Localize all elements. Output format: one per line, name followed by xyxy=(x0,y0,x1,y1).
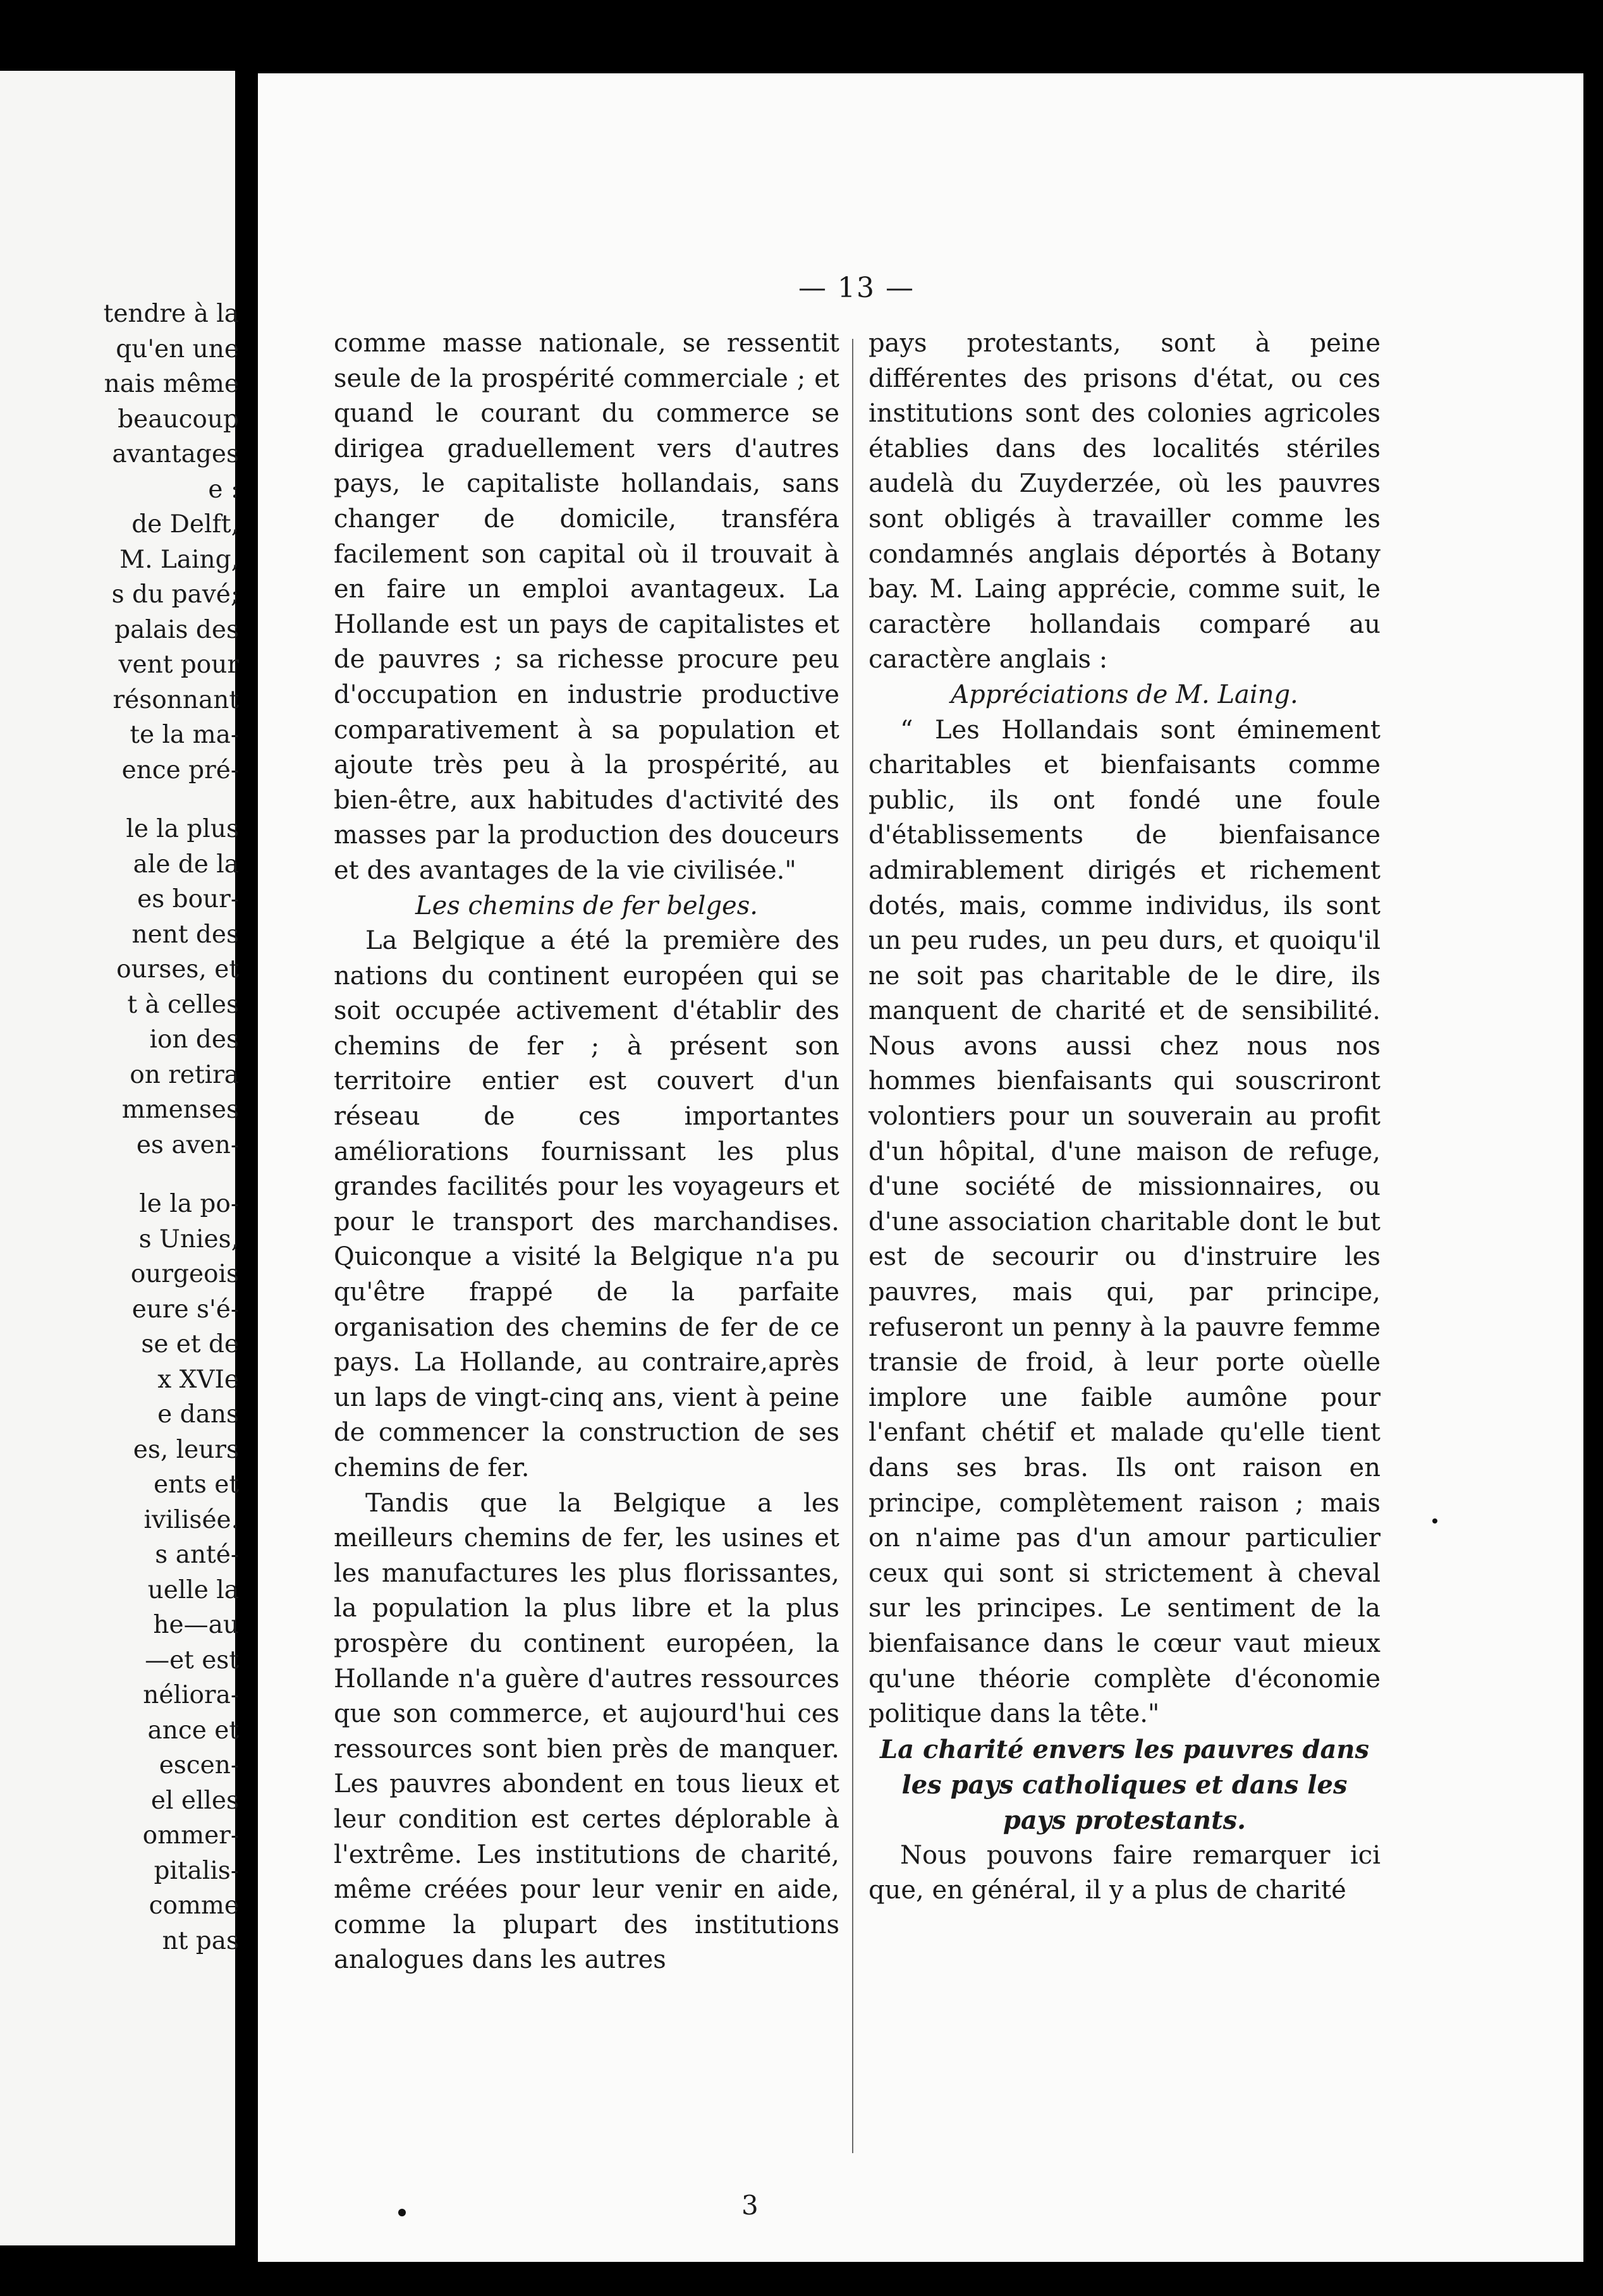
left-page-line: es, leurs xyxy=(133,1435,239,1464)
left-page-line: s du pavé; xyxy=(111,580,239,609)
left-page-line: escen- xyxy=(159,1751,239,1780)
ink-dot xyxy=(1432,1518,1437,1524)
left-page-line: ourses, et xyxy=(116,955,239,984)
left-page-line: he—au xyxy=(153,1611,239,1639)
left-page-line: mmenses xyxy=(121,1096,239,1124)
left-page-line: ance et xyxy=(147,1716,239,1745)
left-page-line: ommer- xyxy=(142,1821,239,1850)
paragraph: La Belgique a été la première des nations du continent européen qui se soit occupée activement d'établir des chemins de fer ; à présent son territoire entier est couvert d'un réseau de ces importantes améliorations fournissant les plus grandes facilités pour les voyageurs et pour le transport des marchandises. Quiconque a visité la Belgique n'a pu qu'être frappé de la parfaite organisation des chemins de fer de ce pays. La Hollande, au contraire,après un laps de vingt-cinq ans, vient à peine de commencer la construction de ses chemins de fer. xyxy=(334,926,839,1482)
left-page-line: néliora- xyxy=(143,1681,239,1709)
page-number: — 13 — xyxy=(798,272,915,304)
left-page-line: s anté- xyxy=(155,1541,239,1569)
left-page-line: avantages xyxy=(112,440,239,468)
left-page-line: le la plus xyxy=(126,815,239,843)
ink-dot xyxy=(398,2209,406,2216)
left-page-line: palais des xyxy=(114,615,239,644)
left-page-line: eure s'é- xyxy=(131,1295,239,1324)
left-page-line: x XVIe xyxy=(157,1365,239,1394)
left-page-line: uelle la xyxy=(147,1575,239,1604)
left-page-line: beaucoup xyxy=(118,405,239,434)
left-page-line: nent des xyxy=(131,920,239,949)
quotation: “ Les Hollandais sont éminement charitables et bienfaisants comme public, ils ont fondé une foule d'établissements de bienfaisance admirablement dirigés et richement dotés, mais, comme individus, ils sont un peu rudes, un peu durs, et quoiqu'il ne soit pas charitable de le dire, ils manquent de charité et de sensibilité. Nous avons aussi chez nous nos hommes bienfaisants qui souscriront volontiers pour un souverain au profit d'un hôpital, d'une maison de refuge, d'une société de missionnaires, ou d'une association charitable dont le but est de secourir ou d'instruire les pauvres, mais qui, par principe, refuseront un penny à la pauvre femme transie de froid, à leur porte oùelle implore une faible aumône pour l'enfant chétif et malade qu'elle tient dans ses bras. Ils ont raison en principe, complètement raison ; mais on n'aime pas d'un amour particulier ceux qui sont si strictement à cheval sur les principes. Le sentiment de la bienfaisance dans le cœur vaut mieux qu'une théorie complète d'économie politique dans la tête." xyxy=(869,715,1381,1729)
left-page-line: se et de xyxy=(141,1330,239,1359)
left-page-line: es bour- xyxy=(137,885,239,913)
section-heading: Appréciations de M. Laing. xyxy=(951,680,1298,709)
left-page-line: t à celles xyxy=(127,990,239,1019)
paragraph: Nous pouvons faire remarquer ici que, en général, il y a plus de charité xyxy=(869,1840,1381,1905)
left-page-line: ents et xyxy=(153,1470,239,1499)
left-page-line: —et est xyxy=(145,1646,239,1675)
left-page-line: ion des xyxy=(149,1025,239,1054)
right-column xyxy=(869,326,1381,1908)
column-divider xyxy=(852,339,853,2153)
right-page xyxy=(258,73,1583,2262)
paragraph: Tandis que la Belgique a les meilleurs chemins de fer, les usines et les manufactures les plus florissantes, la population la plus libre et la plus prospère du continent européen, la Hollande n'a guère d'autres ressources que son commerce, et aujourd'hui ces ressources sont bien près de manquer. Les pauvres abondent en tous lieux et leur condition est certes déplorable à l'extrême. Les institutions de charité, même créées pour leur venir en aide, comme la plupart des institutions analogues dans les autres xyxy=(334,1488,839,1975)
left-page-line: es aven- xyxy=(136,1130,239,1159)
paragraph: pays protestants, sont à peine différentes des prisons d'état, ou ces institutions sont des colonies agricoles établies dans des localités stériles audelà du Zuyderzée, où les pauvres sont obligés à travailler comme les condamnés anglais déportés à Botany bay. M. Laing apprécie, comme suit, le caractère hollandais comparé au caractère anglais : xyxy=(869,329,1381,675)
section-heading: La charité envers les pauvres dans les pays catholiques et dans les pays protestants. xyxy=(880,1734,1369,1835)
left-page-line: de Delft, xyxy=(131,510,239,539)
left-page-line: tendre à la xyxy=(103,300,239,328)
left-page-line: pitalis- xyxy=(154,1856,239,1885)
left-page-line: s Unies, xyxy=(138,1224,239,1254)
left-page-line: ence pré- xyxy=(121,755,239,785)
left-page-line: comme xyxy=(149,1891,239,1920)
left-page-line: ivilisée. xyxy=(143,1505,239,1534)
left-page-line: qu'en une xyxy=(116,334,239,363)
left-page-line: te la ma- xyxy=(130,721,239,749)
section-heading: Les chemins de fer belges. xyxy=(415,891,758,920)
left-page-line: nt pas xyxy=(162,1926,239,1955)
left-page-line: on retira xyxy=(130,1060,239,1089)
left-page-line: ale de la xyxy=(133,850,239,879)
left-page-line: M. Laing, xyxy=(119,545,239,574)
left-page-line: e : xyxy=(208,475,239,504)
left-column xyxy=(334,326,839,1978)
left-page-line: el elles xyxy=(150,1786,239,1815)
left-page-line: vent pour xyxy=(118,650,239,679)
left-facing-page xyxy=(0,71,239,2245)
left-page-line: nais même xyxy=(104,370,239,398)
left-page-line: le la po- xyxy=(139,1190,239,1218)
left-page-line: ourgeois xyxy=(130,1260,239,1288)
left-page-line: e dans xyxy=(157,1400,239,1429)
signature-mark: 3 xyxy=(741,2190,759,2221)
paragraph: comme masse nationale, se ressentit seule de la prospérité commerciale ; et quand le courant du commerce se dirigea graduellement vers d'autres pays, le capitaliste hollandais, sans changer de domicile, transféra facilement son capital où il trouvait à en faire un emploi avantageux. La Hollande est un pays de capitalistes et de pauvres ; sa richesse procure peu d'occupation en industrie productive comparativement à sa population et ajoute très peu à la prospérité, au bien-être, aux habitudes d'activité des masses par la production des douceurs et des avantages de la vie civilisée." xyxy=(334,329,839,885)
left-page-line: résonnant xyxy=(113,685,239,714)
